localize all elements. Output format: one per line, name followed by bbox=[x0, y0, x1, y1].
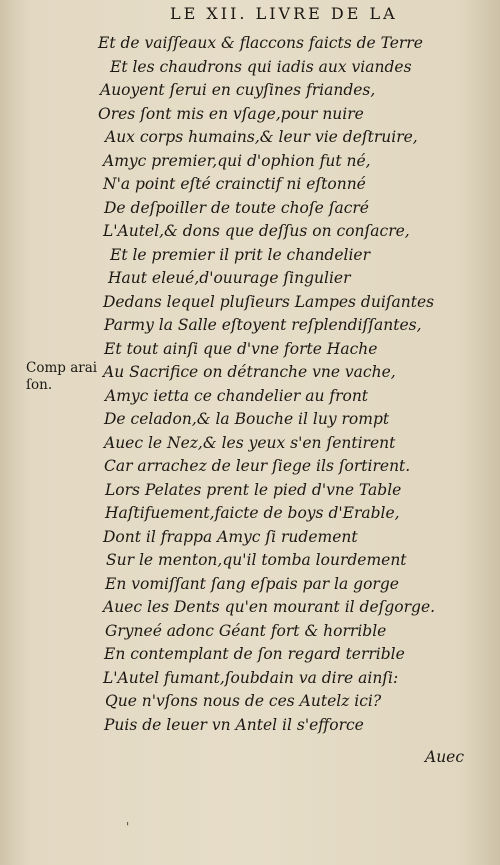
verse-line: Sur le menton,qu'il tomba lourdement bbox=[106, 551, 407, 569]
verse-line: Et de vaiſſeaux & flaccons faicts de Terre bbox=[98, 34, 423, 52]
catchword: Auec bbox=[425, 748, 465, 766]
verse-line: Et les chaudrons qui iadis aux viandes bbox=[110, 57, 412, 76]
margin-note: Comp arai ſon. bbox=[26, 360, 98, 393]
running-header: LE XII. LIVRE DE LA bbox=[170, 4, 398, 23]
verse-line: Auoyent ſerui en cuyſines friandes, bbox=[100, 81, 376, 99]
verse-line: L'Autel fumant,ſoubdain va dire ainſi: bbox=[103, 668, 399, 687]
verse-line: Haſtifuement,faicte de boys d'Erable, bbox=[105, 504, 400, 522]
verse-line: De celadon,& la Bouche il luy rompt bbox=[104, 410, 390, 428]
verse-line: Dedans lequel pluſieurs Lampes duiſantes bbox=[103, 292, 435, 311]
verse-line: L'Autel,& dons que deſſus on conſacre, bbox=[103, 222, 410, 240]
verse-line: En contemplant de ſon regard terrible bbox=[104, 645, 405, 663]
verse-line: N'a point eſté crainctif ni eſtonné bbox=[103, 175, 366, 193]
verse-line: Amyc ietta ce chandelier au front bbox=[105, 386, 369, 405]
verse-line: En vomiſſant ſang eſpais par la gorge bbox=[105, 574, 399, 593]
verse-line: Au Sacrifice on détranche vne vache, bbox=[103, 363, 396, 381]
verse-line: Puis de leuer vn Antel il s'efforce bbox=[104, 715, 364, 734]
verse-line: Que n'vſons nous de ces Autelz ici? bbox=[105, 692, 382, 710]
verse-line: Lors Pelates prent le pied d'vne Table bbox=[105, 480, 402, 499]
verse-line: Et tout ainſi que d'vne forte Hache bbox=[104, 339, 378, 358]
verse-line: Ores ſont mis en vſage,pour nuire bbox=[98, 104, 364, 123]
verse-line: Et le premier il prit le chandelier bbox=[110, 245, 371, 264]
verse-line: Amyc premier,qui d'ophion fut né, bbox=[103, 151, 371, 170]
verse-line: Parmy la Salle eſtoyent reſplendiſſantes, bbox=[104, 316, 422, 334]
verse-line: De deſpoiller de toute choſe ſacré bbox=[104, 198, 369, 217]
page-mark: ' bbox=[126, 820, 130, 834]
verse-line: Haut eleué,d'ouurage ſingulier bbox=[108, 269, 351, 287]
verse-line: Dont il frappa Amyc ſi rudement bbox=[103, 527, 358, 546]
verse-line: Aux corps humains,& leur vie deſtruire, bbox=[105, 128, 418, 146]
verse-line: Auec les Dents qu'en mourant il deſgorge. bbox=[103, 598, 436, 616]
verse-line: Auec le Nez,& les yeux s'en ſentirent bbox=[104, 433, 396, 452]
verse-line: Gryneé adonc Géant fort & horrible bbox=[105, 621, 387, 640]
verse-line: Car arrachez de leur ſiege ils ſortirent. bbox=[104, 457, 411, 475]
